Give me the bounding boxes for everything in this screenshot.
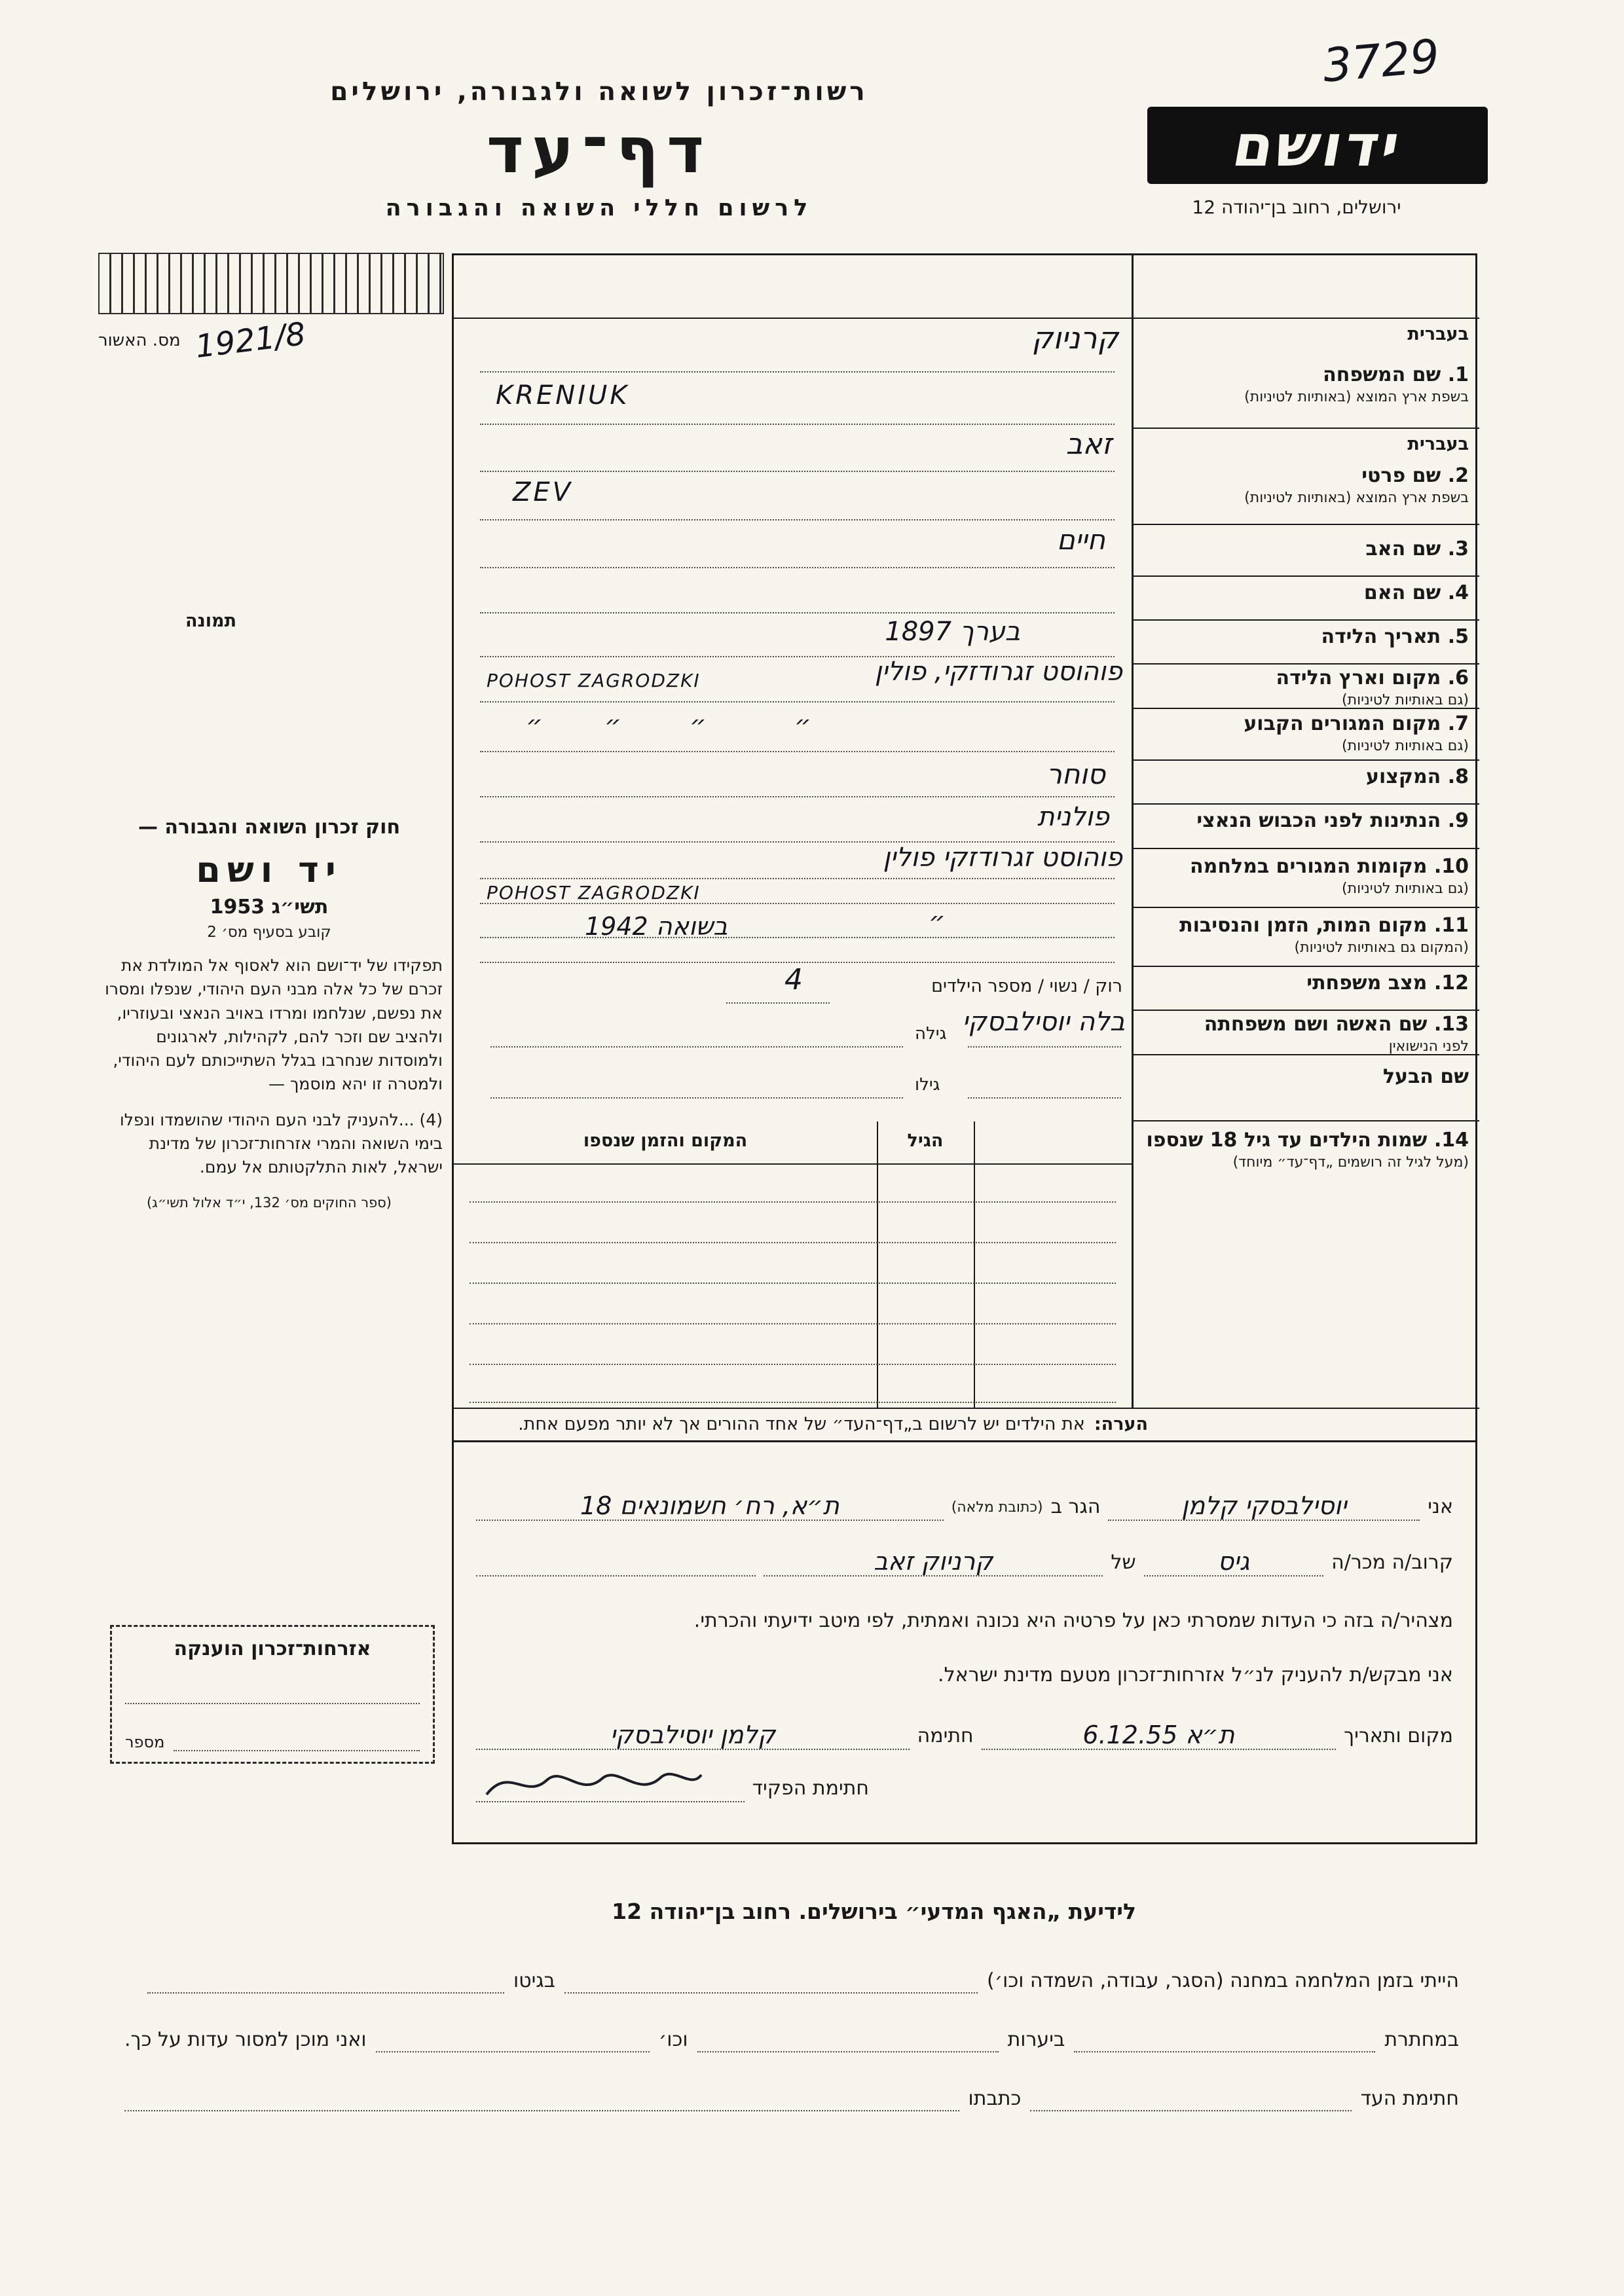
footer-underground-row — [124, 2026, 1459, 2052]
answer-line — [968, 1046, 1121, 1048]
ditto-mark: ״ — [690, 710, 707, 740]
footer-heading: לידיעת „האגף המדעי״ בירושלים. רחוב בן־יהודה 12 — [612, 1899, 1136, 1924]
of-person-handwriting: קרניוק זאב — [874, 1547, 993, 1576]
answer-profession — [454, 758, 1132, 805]
answer-line — [480, 567, 1115, 568]
first-name-latin-handwriting: ZEV — [513, 477, 574, 507]
children-note — [454, 1409, 1475, 1442]
children-count-handwriting: 4 — [784, 963, 803, 996]
law-name: יד ושם — [196, 849, 342, 890]
memorial-citizenship-box — [110, 1625, 435, 1764]
field-label-birth-place — [1134, 665, 1479, 709]
field-sublabel-text: בשפת ארץ המוצא (באותיות לטיניות) — [1244, 489, 1469, 506]
ditto-mark: ״ — [794, 710, 811, 740]
clerk-signature-row — [476, 1770, 1453, 1802]
birth-place-latin-handwriting: POHOST ZAGRODZKI — [487, 670, 701, 691]
war-residence-latin-handwriting: POHOST ZAGRODZKI — [487, 882, 701, 903]
field-sublabel-text: (גם באותיות לטיניות) — [1342, 880, 1469, 897]
form-header — [236, 77, 963, 221]
of-label: של — [1111, 1551, 1136, 1574]
answer-line — [490, 1046, 903, 1048]
table-row-line — [470, 1402, 1116, 1403]
law-subtitle: קובע בסעיף מס׳ 2 — [207, 924, 331, 941]
field-label-text: שם הבעל — [1382, 1065, 1469, 1088]
resides-label: הגר ב — [1050, 1495, 1101, 1518]
citizenship-number-row — [125, 1729, 420, 1751]
profession-handwriting: סוחר — [1046, 758, 1105, 790]
field-label-text: 2. שם פרטי — [1361, 464, 1469, 487]
witness-name-handwriting: יוסילבסקי קלמן — [1181, 1491, 1347, 1521]
citizenship-number-label: מספר — [125, 1733, 165, 1751]
field-label-text: 5. תאריך הלידה — [1321, 625, 1469, 648]
field-label-marital-status — [1134, 967, 1479, 1011]
full-address-note: (כתובת מלאה) — [951, 1499, 1043, 1516]
family-name-latin-handwriting: KRENIUK — [496, 380, 630, 410]
field-label-place-of-death — [1134, 908, 1479, 967]
ghetto-line — [147, 1967, 504, 1994]
answer-line — [726, 1002, 830, 1004]
answer-top-strip — [454, 255, 1132, 319]
note-text: את הילדים יש לרשום ב„דף־העד״ של אחד ההורים אך לא יותר מפעם אחת. — [518, 1414, 1085, 1434]
place-date-line — [982, 1717, 1336, 1750]
footer-signature-row — [124, 2085, 1459, 2111]
answer-line — [480, 878, 1115, 879]
certificate-number-handwritten: 1921/8 — [193, 315, 308, 366]
of-person-line — [764, 1544, 1103, 1576]
law-body: תפקידו של יד־ושם הוא לאסוף אל המולדת את זכרם של כל אלה מבני העם היהודי, שנפלו ומסרו את נפשם, שנלחמו ומרדו באויב הנאצי ובעוזריו, ולהציב שם וזכר להם, לקהילות, לארגונים ולמוסדות שנחרבו בגלל השתייכותם לעם היהודי, ולמטרה זו יהא מוסמך — — [105, 956, 443, 1094]
field-label-wife-name — [1134, 1011, 1479, 1055]
citizenship-number-line — [174, 1729, 420, 1751]
ghetto-label: בגיטו — [513, 1969, 555, 1992]
answer-line — [490, 1097, 903, 1099]
answer-line — [480, 519, 1115, 520]
declaration-section — [454, 1442, 1475, 1842]
husband-age-label: גילו — [915, 1075, 940, 1095]
answer-husband-name — [454, 1055, 1132, 1121]
field-sublabel-text: (המקום גם באותיות לטיניות) — [1294, 939, 1469, 956]
perforation-strip — [98, 253, 444, 314]
answer-marital-status — [454, 963, 1132, 1011]
in-hebrew-label: בעברית — [1407, 434, 1469, 454]
witness-signature-handwriting: קלמן יוסילבסקי — [610, 1721, 776, 1750]
answer-line — [480, 751, 1115, 752]
labels-column — [1132, 255, 1479, 1409]
witness-signature-line — [1030, 2085, 1351, 2111]
underground-line — [1074, 2026, 1375, 2052]
clerk-signature-area — [476, 1770, 745, 1802]
table-row-line — [470, 1323, 1116, 1324]
main-form — [452, 253, 1477, 1844]
blank-line — [476, 1544, 756, 1576]
field-label-birth-date — [1134, 621, 1479, 665]
answer-mother-name — [454, 577, 1132, 621]
field-label-first-name — [1134, 429, 1479, 525]
yad-vashem-logo — [1147, 107, 1488, 184]
answer-line — [968, 1097, 1121, 1099]
field-label-permanent-residence — [1134, 709, 1479, 761]
field-sublabel-text: (גם באותיות לטיניות) — [1342, 737, 1469, 754]
camp-line — [564, 1967, 978, 1994]
children-table — [454, 1121, 1132, 1409]
field-label-text: 8. המקצוע — [1366, 765, 1469, 788]
field-label-text: 3. שם האב — [1365, 538, 1469, 560]
answer-line — [480, 903, 1115, 904]
certificate-number-row — [98, 315, 452, 366]
answer-line — [480, 701, 1115, 702]
table-row-line — [470, 1201, 1116, 1203]
wife-age-label: גילה — [915, 1024, 947, 1044]
father-name-handwriting: חיים — [1056, 524, 1105, 556]
photo-label: תמונה — [185, 611, 237, 631]
logo-text: ידושם — [1227, 111, 1408, 179]
answer-line — [480, 612, 1115, 613]
field-label-text: 9. הנתינות לפני הכבוש הנאצי — [1196, 809, 1469, 832]
answer-family-name — [454, 319, 1132, 429]
field-label-text: 1. שם המשפחה — [1323, 363, 1469, 386]
witness-name-line — [1108, 1488, 1420, 1521]
signature-label: חתימה — [917, 1724, 974, 1747]
family-name-hebrew-handwriting: קרניוק — [1031, 320, 1118, 355]
col-header-age: הגיל — [907, 1131, 944, 1151]
field-sublabel-text: לפני הנישואין — [1388, 1038, 1469, 1055]
col-header-place-time: המקום והזמן שנספו — [583, 1131, 748, 1151]
witness-signature-label: חתימת העד — [1360, 2087, 1459, 2110]
witness-address-label: כתבתו — [968, 2087, 1022, 2110]
footer-camp-row — [147, 1967, 1459, 1994]
answer-father-name — [454, 525, 1132, 577]
field-label-text: 12. מצב משפחתי — [1306, 972, 1469, 994]
field-label-text: 10. מקומות המגורים במלחמה — [1190, 855, 1469, 878]
answer-line — [480, 471, 1115, 472]
answer-line — [480, 937, 1115, 938]
relation-handwriting: גיס — [1217, 1547, 1250, 1576]
signature-line — [476, 1717, 910, 1750]
answers-column — [454, 255, 1132, 1409]
answer-war-residence — [454, 843, 1132, 908]
ditto-mark: ״ — [526, 710, 543, 740]
relation-row — [476, 1544, 1453, 1576]
field-label-profession — [1134, 761, 1479, 805]
logo-address: ירושלים, רחוב בן־יהודה 12 — [1192, 196, 1401, 218]
marital-options: רוק / נשוי / מספר הילדים — [931, 976, 1122, 996]
field-sublabel-text: (גם באותיות לטיניות) — [1342, 691, 1469, 708]
clerk-signature-scribble — [483, 1760, 705, 1806]
place-date-handwriting: ת״א 6.12.55 — [1082, 1721, 1235, 1750]
law-sidebar — [96, 816, 443, 1211]
relation-line — [1144, 1544, 1323, 1576]
law-footnote: (ספר החוקים מס׳ 132, י״ד אלול תשי״ג) — [146, 1195, 392, 1211]
war-residence-hebrew-handwriting: פוהוסט זגרודזקי פולין — [883, 843, 1122, 873]
table-header-line — [454, 1163, 1132, 1165]
ditto-mark: ״ — [929, 907, 946, 937]
i-label: אני — [1428, 1495, 1453, 1518]
witness-address-line — [476, 1488, 944, 1521]
underground-label: במחתרת — [1384, 2028, 1459, 2051]
law-year: תשי״ג 1953 — [210, 896, 329, 919]
field-sublabel-text: בשפת ארץ המוצא (באותיות לטיניות) — [1244, 388, 1469, 405]
form-subtitle: לרשום חללי השואה והגבורה — [385, 195, 813, 221]
first-name-hebrew-handwriting: זאב — [1065, 428, 1112, 461]
field-label-text: 4. שם האם — [1363, 581, 1469, 604]
citizenship-blank-line — [125, 1686, 420, 1704]
field-label-war-residence — [1134, 849, 1479, 908]
field-label-text: 6. מקום וארץ הלידה — [1276, 666, 1469, 689]
table-row-line — [470, 1364, 1116, 1365]
label-top-strip — [1134, 255, 1479, 319]
death-handwriting: בשואה 1942 — [585, 912, 728, 941]
certificate-number-label: מס. האשור — [98, 331, 181, 350]
ready-to-testify-label: ואני מוכן למסור עדות על כך. — [124, 2028, 367, 2051]
answer-line — [480, 424, 1115, 425]
citizenship-handwriting: פולנית — [1037, 802, 1109, 832]
field-label-text: 14. שמות הילדים עד גיל 18 שנספו — [1146, 1129, 1469, 1152]
answer-permanent-residence — [454, 709, 1132, 761]
handwritten-serial-number: 3729 — [1320, 29, 1442, 93]
witness-address-line — [124, 2085, 959, 2111]
relation-label: קרוב/ה מכר/ה — [1331, 1551, 1453, 1574]
citizenship-request: אני מבקש/ת להעניק לנ״ל אזרחות־זכרון מטעם מדינת ישראל. — [938, 1664, 1453, 1686]
field-sublabel-text: (מעל לגיל זה רושמים „דף־עד״ מיוחד) — [1232, 1154, 1469, 1171]
field-label-citizenship — [1134, 805, 1479, 849]
form-title: דף־עד — [486, 113, 712, 187]
answer-line — [480, 796, 1115, 797]
citizenship-title: אזרחות־זכרון הוענקה — [174, 1637, 371, 1660]
authority-line: רשות־זכרון לשואה ולגבורה, ירושלים — [330, 77, 868, 107]
field-label-text: 13. שם האשה ושם משפחתה — [1204, 1013, 1469, 1036]
forests-line — [697, 2026, 999, 2052]
field-label-husband-name — [1134, 1055, 1479, 1121]
in-hebrew-label: בעברית — [1407, 324, 1469, 344]
note-title: הערה: — [1094, 1414, 1148, 1434]
place-date-label: מקום ותאריך — [1344, 1724, 1453, 1747]
table-row-line — [470, 1242, 1116, 1243]
forests-label: ביערות — [1007, 2028, 1065, 2051]
clerk-signature-label: חתימת הפקיד — [752, 1777, 869, 1800]
birth-date-handwriting: בערך 1897 — [885, 617, 1020, 647]
place-date-signature-row — [476, 1717, 1453, 1750]
field-label-text: 11. מקום המות, הזמן והנסיבות — [1179, 914, 1469, 937]
answer-wife-name — [454, 1007, 1132, 1055]
etc-line — [376, 2026, 650, 2052]
answer-first-name — [454, 429, 1132, 525]
field-label-text: 7. מקום המגורים הקבוע — [1244, 712, 1469, 735]
law-clause: (4) ...להעניק לבני העם היהודי שהושמדו ונפלו בימי השואה והמרי אזרחות־זכרון של מדינת ישראל, לאות התלקטותם אל עמם. — [119, 1110, 443, 1176]
answer-birth-place — [454, 657, 1132, 709]
answer-place-of-death — [454, 908, 1132, 967]
wife-name-handwriting: בלה יוסילבסקי — [962, 1007, 1125, 1037]
law-title: חוק זכרון השואה והגבורה — — [138, 816, 401, 839]
answer-line — [480, 371, 1115, 373]
field-label-mother-name — [1134, 577, 1479, 621]
field-label-children — [1134, 1121, 1479, 1409]
ditto-mark: ״ — [604, 710, 621, 740]
field-label-father-name — [1134, 525, 1479, 577]
declaration-statement: מצהיר/ה בזה כי העדות שמסרתי כאן על פרטיה היא נכונה ואמתית, לפי מיטב ידיעתי והכרתי. — [693, 1609, 1453, 1632]
field-label-family-name — [1134, 319, 1479, 429]
table-row-line — [470, 1283, 1116, 1284]
camp-label: הייתי בזמן המלחמה במחנה (הסגר, עבודה, השמדה וכו׳) — [986, 1969, 1459, 1992]
etc-label: וכו׳ — [658, 2028, 688, 2051]
witness-identity-row — [476, 1488, 1453, 1521]
witness-address-handwriting: ת״א, רח׳ חשמונאים 18 — [580, 1491, 840, 1521]
birth-place-hebrew-handwriting: פוהוסט זגרודזקי, פולין — [874, 657, 1122, 687]
